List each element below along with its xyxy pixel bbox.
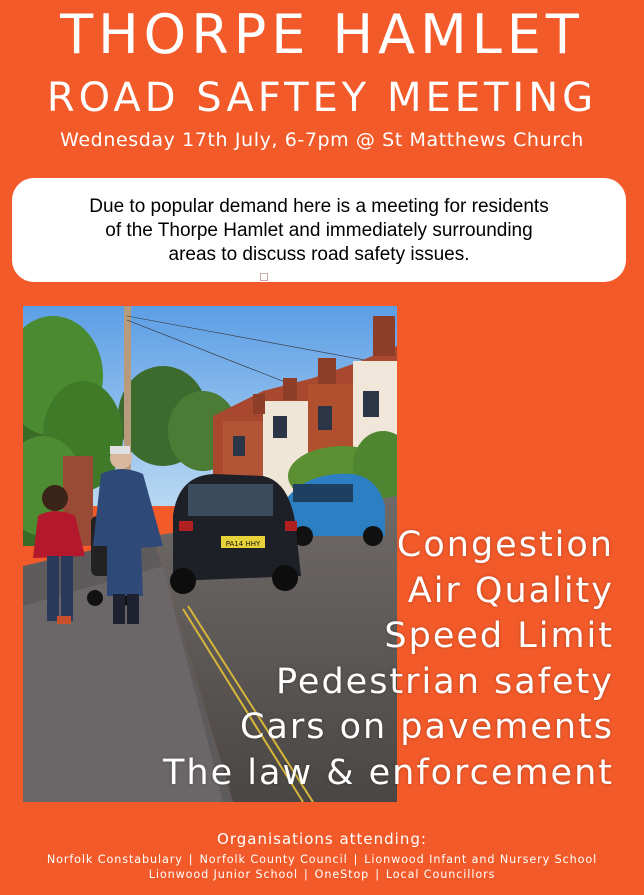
number-plate: PA14 HHY — [225, 540, 261, 548]
organisation-name: OneStop — [314, 868, 370, 881]
intro-line-2: of the Thorpe Hamlet and immediately surrounding — [105, 220, 533, 241]
topics-list — [163, 523, 614, 797]
text-anchor-marker — [260, 273, 268, 281]
organisation-name: Lionwood Infant and Nursery School — [364, 853, 598, 866]
intro-line-3: areas to discuss road safety issues. — [168, 244, 470, 265]
topic-item: Speed Limit — [384, 616, 614, 657]
organisations-row-1 — [0, 852, 644, 868]
organisation-name: Norfolk Constabulary — [46, 853, 183, 866]
organisation-name: Local Councillors — [385, 868, 496, 881]
topic-item: Congestion — [396, 525, 614, 565]
separator: | — [353, 853, 359, 866]
topic-item: The law & enforcement — [163, 752, 614, 793]
intro-line-1: Due to popular demand here is a meeting for residents — [89, 196, 549, 217]
intro-box — [12, 178, 626, 282]
separator: | — [304, 868, 309, 881]
separator: | — [188, 853, 194, 866]
topic-item: Cars on pavements — [239, 707, 614, 748]
topic-item: Air Quality — [407, 570, 614, 611]
title-line-2: ROAD SAFTEY MEETING — [46, 75, 598, 121]
separator: | — [375, 868, 380, 881]
topic-item: Pedestrian safety — [276, 661, 614, 702]
organisations-row-2 — [0, 867, 644, 883]
title-line-1: THORPE HAMLET — [60, 3, 584, 66]
organisation-name: Lionwood Junior School — [148, 868, 298, 881]
event-details: Wednesday 17th July, 6-7pm @ St Matthews Church — [60, 129, 584, 151]
organisation-name: Norfolk County Council — [199, 853, 348, 866]
organisations-heading: Organisations attending: — [217, 830, 427, 848]
